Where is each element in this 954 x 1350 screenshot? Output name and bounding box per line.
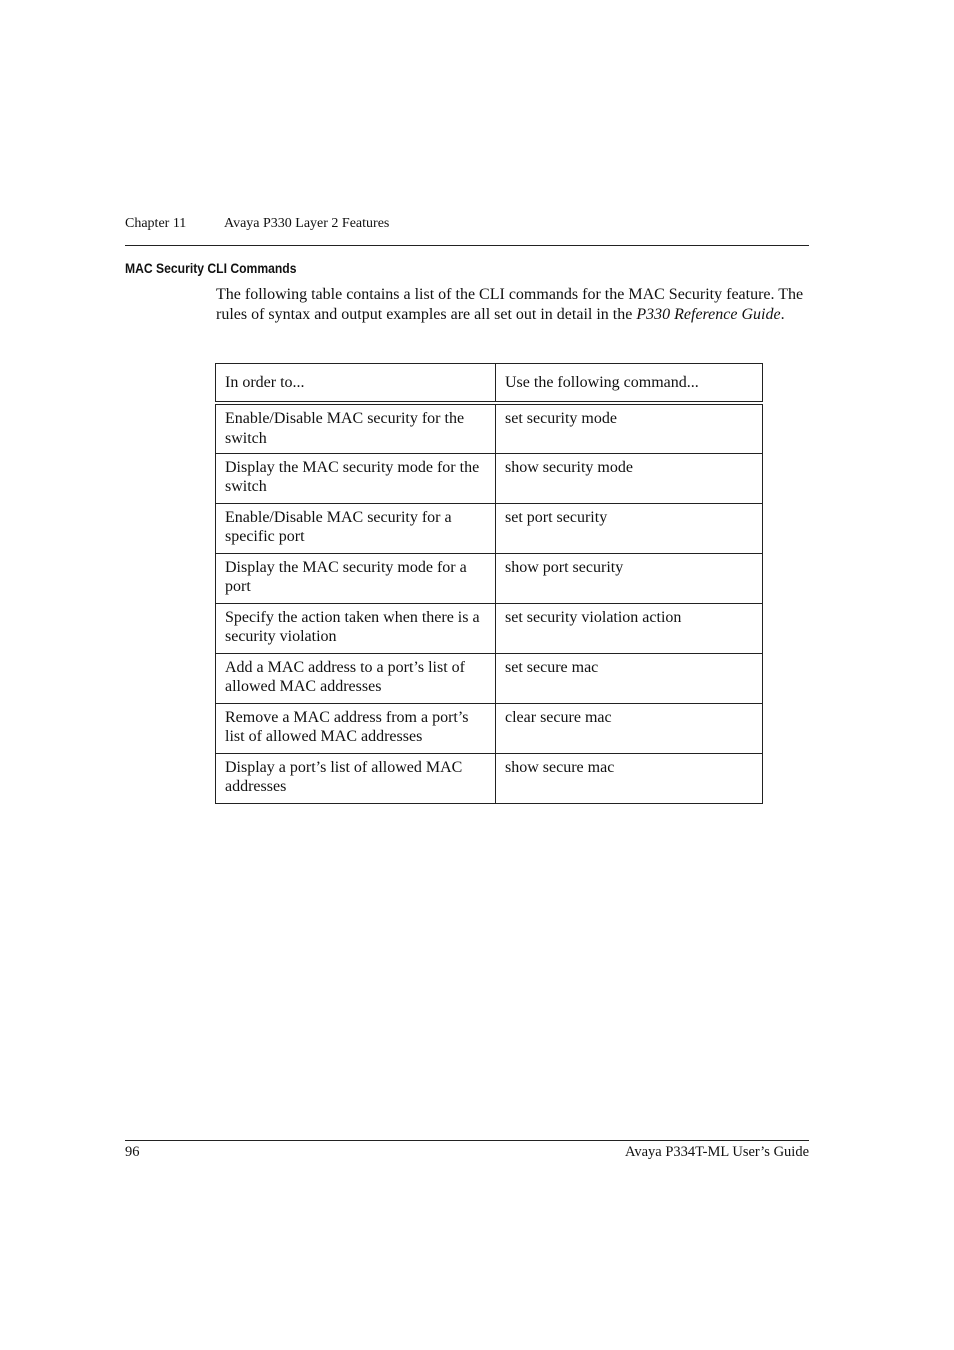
command-cell: set security violation action [496, 603, 763, 653]
table-row [216, 703, 763, 753]
table-row [216, 603, 763, 653]
purpose-cell: Display a port’s list of allowed MAC addresses [216, 753, 496, 803]
command-cell: show port security [496, 553, 763, 603]
table-row [216, 453, 763, 503]
table-header-row [216, 364, 763, 404]
command-cell: set port security [496, 503, 763, 553]
command-cell: clear secure mac [496, 703, 763, 753]
chapter-number: Chapter 11 [125, 216, 187, 231]
footer-divider [125, 1140, 809, 1141]
reference-guide-title: P330 Reference Guide [636, 305, 781, 323]
purpose-cell: Remove a MAC address from a port’s list of allowed MAC addresses [216, 703, 496, 753]
table-row [216, 503, 763, 553]
purpose-cell: Add a MAC address to a port’s list of allowed MAC addresses [216, 653, 496, 703]
purpose-cell: Enable/Disable MAC security for a specific port [216, 503, 496, 553]
intro-text: The following table contains a list of the CLI commands for the MAC Security feature. The rules of syntax and output examples are all set out in detail in the [216, 286, 804, 323]
table-row [216, 553, 763, 603]
command-cell: set secure mac [496, 653, 763, 703]
running-header [125, 216, 809, 236]
table-row [216, 753, 763, 803]
intro-end: . [780, 305, 785, 323]
purpose-cell: Display the MAC security mode for a port [216, 553, 496, 603]
table-row [216, 403, 763, 453]
intro-paragraph [216, 285, 808, 324]
header-command: Use the following command... [496, 364, 763, 404]
header-purpose: In order to... [216, 364, 496, 404]
header-divider [125, 245, 809, 246]
book-title: Avaya P334T-ML User’s Guide [624, 1144, 809, 1160]
command-cell: set security mode [496, 403, 763, 453]
cli-commands-table [215, 363, 763, 804]
table-row [216, 653, 763, 703]
purpose-cell: Enable/Disable MAC security for the switch [216, 403, 496, 453]
section-title: MAC Security CLI Commands [125, 261, 297, 276]
command-cell: show security mode [496, 453, 763, 503]
command-cell: show secure mac [496, 753, 763, 803]
purpose-cell: Specify the action taken when there is a security violation [216, 603, 496, 653]
chapter-title: Avaya P330 Layer 2 Features [224, 216, 390, 231]
purpose-cell: Display the MAC security mode for the switch [216, 453, 496, 503]
page-number: 96 [125, 1144, 140, 1160]
